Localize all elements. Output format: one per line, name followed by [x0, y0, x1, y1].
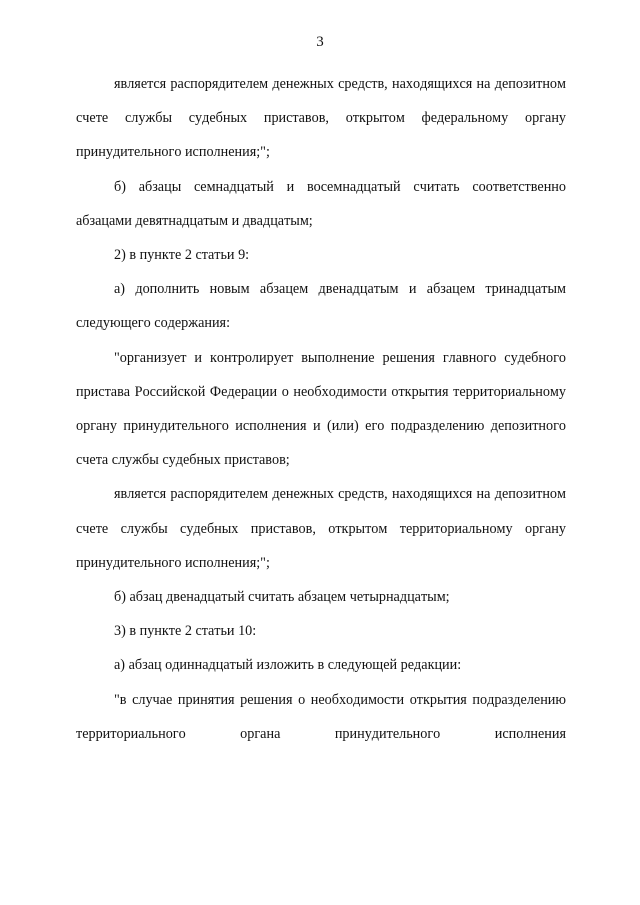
- paragraph: является распорядителем денежных средств, находящихся на депозитном счете службы судебных приставов, открытом федеральному органу принудительного исполнения;";: [76, 76, 566, 161]
- paragraph: б) абзацы семнадцатый и восемнадцатый считать соответственно абзацами девятнадцатым и двадцатым;: [76, 178, 566, 229]
- paragraph: является распорядителем денежных средств, находящихся на депозитном счете службы судебных приставов, открытом территориальному органу принудительного исполнения;";: [76, 486, 566, 571]
- paragraph: 3) в пункте 2 статьи 10:: [114, 623, 257, 640]
- paragraph: "в случае принятия решения о необходимости открытия подразделению территориального органа принудительного исполнения: [76, 691, 566, 742]
- paragraph: "организует и контролирует выполнение решения главного судебного пристава Российской Федерации о необходимости открытия территориальному органу принудительного исполнения и (или) его подразделению депозитного счета службы судебных приставов;: [76, 349, 566, 469]
- page-number: 3: [316, 34, 324, 50]
- paragraph: б) абзац двенадцатый считать абзацем четырнадцатым;: [114, 589, 450, 606]
- paragraph: а) дополнить новым абзацем двенадцатым и абзацем тринадцатым следующего содержания:: [76, 281, 566, 332]
- document-body: [76, 67, 566, 751]
- paragraph: 2) в пункте 2 статьи 9:: [114, 247, 250, 264]
- paragraph: а) абзац одиннадцатый изложить в следующей редакции:: [114, 657, 462, 674]
